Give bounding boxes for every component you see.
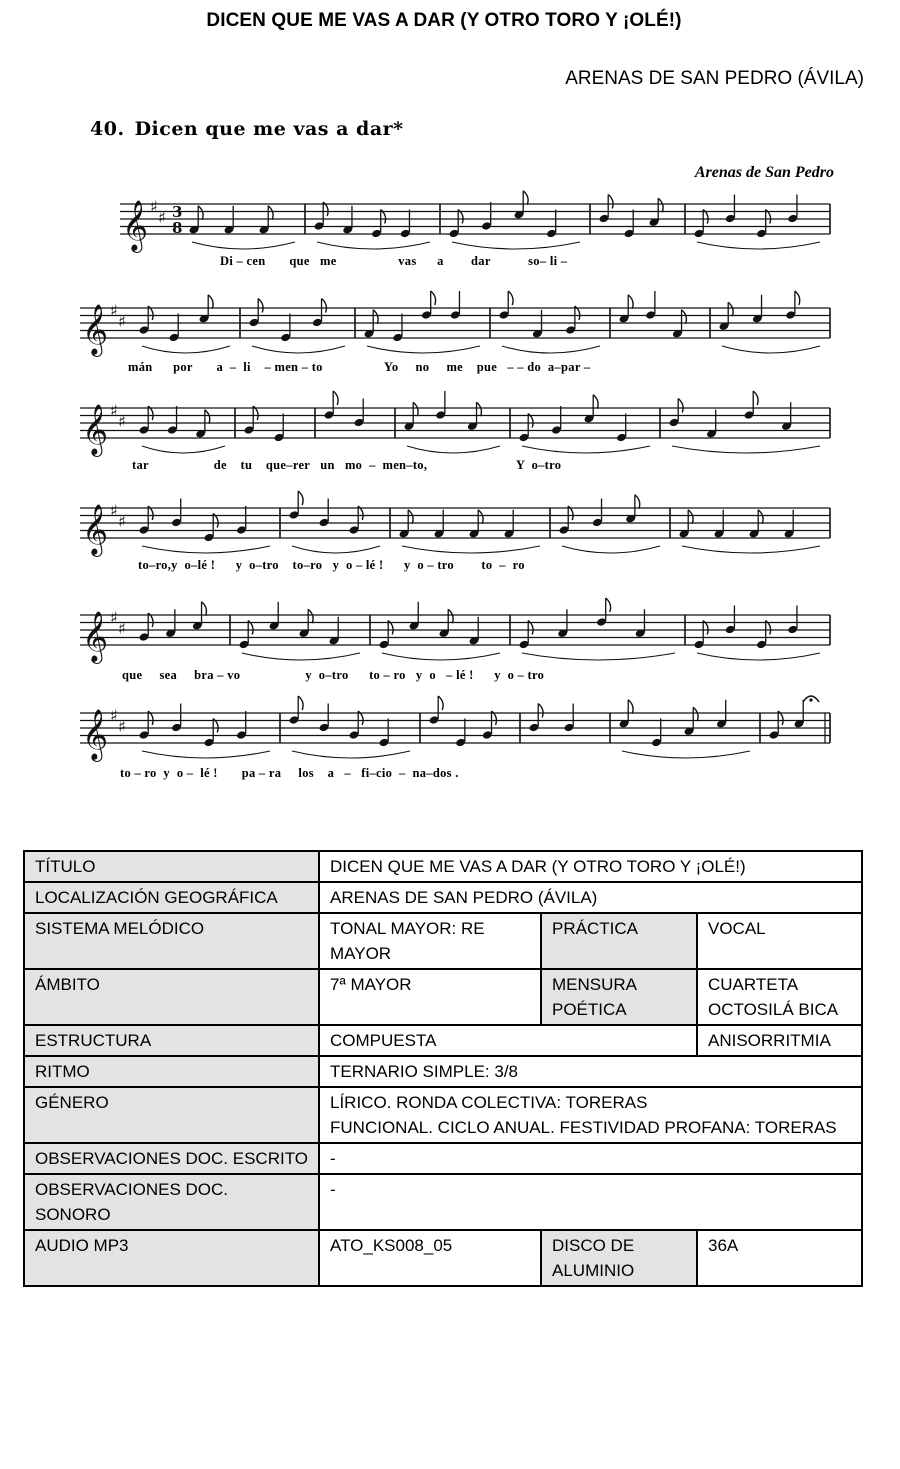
row-label: AUDIO MP3 — [24, 1230, 319, 1286]
row-value-secondary: VOCAL — [697, 913, 862, 969]
row-label: TÍTULO — [24, 851, 319, 882]
lyric-line: Di – cen que me vas a dar so– li – — [220, 254, 568, 268]
slur — [522, 653, 675, 660]
slur — [622, 751, 750, 758]
table-row — [24, 882, 862, 913]
slur — [292, 546, 380, 553]
score-place: Arenas de San Pedro — [694, 164, 834, 181]
note-flag — [635, 495, 640, 509]
slur — [142, 751, 270, 758]
slur — [382, 653, 500, 660]
row-label-secondary: MENSURA POÉTICA — [541, 969, 697, 1025]
row-value: 7ª MAYOR — [319, 969, 541, 1025]
sharp-icon: ♯ — [118, 619, 126, 638]
lyric-line: que sea bra – vo y o–tro to – ro y o – lé ! y o – tro — [122, 668, 545, 682]
slur — [252, 346, 345, 353]
slur — [697, 653, 820, 660]
score-heading — [90, 118, 404, 140]
slur — [367, 346, 480, 353]
sharp-icon: ♯ — [110, 608, 118, 627]
note-flag — [682, 310, 687, 324]
row-label: OBSERVACIONES DOC. ESCRITO — [24, 1143, 319, 1174]
slur — [402, 546, 540, 553]
slur — [452, 242, 580, 249]
note-flag — [448, 609, 453, 623]
note-flag — [333, 391, 338, 405]
row-label: LOCALIZACIÓN GEOGRÁFICA — [24, 882, 319, 913]
table-row — [24, 1174, 862, 1230]
treble-clef-icon: 𝄞 — [82, 504, 109, 555]
note-flag — [322, 299, 327, 313]
slur — [192, 242, 295, 249]
treble-clef-icon: 𝄞 — [122, 200, 149, 251]
slur — [142, 346, 230, 353]
row-value: ARENAS DE SAN PEDRO (ÁVILA) — [319, 882, 862, 913]
slur — [142, 546, 270, 553]
row-value-secondary: ANISORRITMIA — [697, 1025, 862, 1056]
note-flag — [258, 299, 263, 313]
fermata-dot — [809, 698, 812, 701]
lyric-line: tar de tu que–rer un mo – men–to, Y o–tro — [132, 458, 562, 472]
slur — [317, 242, 430, 249]
note-flag — [268, 206, 273, 220]
lyric-line: to–ro,y o–lé ! y o–tro to–ro y o – lé ! y o – tro to – ro — [138, 558, 525, 572]
note-flag — [205, 410, 210, 424]
note-flag — [658, 198, 663, 212]
sharp-icon: ♯ — [118, 512, 126, 531]
note-flag — [373, 310, 378, 324]
sharp-icon: ♯ — [110, 301, 118, 320]
note-flag — [538, 704, 543, 718]
note-flag — [431, 291, 436, 305]
slur — [242, 653, 360, 660]
slur — [697, 242, 820, 249]
genre-line: FUNCIONAL. CICLO ANUAL. FESTIVIDAD PROFANA: TORERAS — [330, 1118, 837, 1137]
sharp-icon: ♯ — [110, 401, 118, 420]
note-flag — [298, 696, 303, 710]
row-value: - — [319, 1174, 862, 1230]
row-label-secondary: PRÁCTICA — [541, 913, 697, 969]
row-value-secondary: CUARTETA OCTOSILÁ BICA — [697, 969, 862, 1025]
table-row — [24, 851, 862, 882]
table-row — [24, 1025, 862, 1056]
time-signature-icon: 8 — [172, 219, 183, 237]
note-flag — [628, 700, 633, 714]
note-flag — [628, 295, 633, 309]
slur — [142, 446, 225, 453]
note-flag — [606, 598, 611, 612]
sharp-icon: ♯ — [110, 501, 118, 520]
note-flag — [298, 491, 303, 505]
row-value: - — [319, 1143, 862, 1174]
row-value — [319, 1087, 862, 1143]
sharp-icon: ♯ — [150, 197, 158, 216]
slur — [562, 546, 660, 553]
slur — [672, 446, 820, 453]
treble-clef-icon: 𝄞 — [82, 304, 109, 355]
row-value: TERNARIO SIMPLE: 3/8 — [319, 1056, 862, 1087]
row-label: SISTEMA MELÓDICO — [24, 913, 319, 969]
treble-clef-icon: 𝄞 — [82, 404, 109, 455]
note-flag — [478, 510, 483, 524]
note-flag — [593, 395, 598, 409]
sharp-icon: ♯ — [118, 412, 126, 431]
lyric-line: mán por a – li – men – to Yo no me pue – – do a–par – — [128, 360, 591, 374]
note-flag — [413, 402, 418, 416]
row-value: COMPUESTA — [319, 1025, 697, 1056]
table-row — [24, 1087, 862, 1143]
note-flag — [477, 402, 482, 416]
note-flag — [753, 391, 758, 405]
note-flag — [523, 191, 528, 205]
note-flag — [758, 510, 763, 524]
lyric-line: to – ro y o – lé ! pa – ra los a – fi–cio – na–dos . — [120, 766, 459, 780]
row-value: TONAL MAYOR: RE MAYOR — [319, 913, 541, 969]
slur — [682, 546, 820, 553]
note-flag — [408, 510, 413, 524]
note-flag — [508, 291, 513, 305]
score-staves — [70, 112, 840, 792]
row-label: OBSERVACIONES DOC. SONORO — [24, 1174, 319, 1230]
note-flag — [693, 707, 698, 721]
note-flag — [795, 291, 800, 305]
row-label: RITMO — [24, 1056, 319, 1087]
time-signature-icon: 3 — [172, 203, 183, 221]
note-flag — [202, 602, 207, 616]
table-row — [24, 1143, 862, 1174]
sharp-icon: ♯ — [110, 706, 118, 725]
row-value: ATO_KS008_05 — [319, 1230, 541, 1286]
note-flag — [728, 302, 733, 316]
document-title: DICEN QUE ME VAS A DAR (Y OTRO TORO Y ¡OLÉ!) — [206, 10, 682, 31]
note-flag — [208, 295, 213, 309]
note-flag — [678, 399, 683, 413]
score-number: 40. — [90, 118, 125, 140]
table-row — [24, 1056, 862, 1087]
note-flag — [438, 696, 443, 710]
row-value: DICEN QUE ME VAS A DAR (Y OTRO TORO Y ¡OLÉ!) — [319, 851, 862, 882]
note-flag — [198, 206, 203, 220]
slur — [292, 751, 410, 758]
slur — [722, 346, 820, 353]
sharp-icon: ♯ — [118, 717, 126, 736]
table-row — [24, 969, 862, 1025]
row-label: ESTRUCTURA — [24, 1025, 319, 1056]
music-score — [70, 112, 840, 792]
row-label-secondary: DISCO DE ALUMINIO — [541, 1230, 697, 1286]
note-flag — [608, 195, 613, 209]
slur — [522, 446, 650, 453]
table-row — [24, 1230, 862, 1286]
treble-clef-icon: 𝄞 — [82, 709, 109, 760]
table-row — [24, 913, 862, 969]
slur — [407, 446, 500, 453]
note-flag — [308, 609, 313, 623]
sharp-icon: ♯ — [158, 208, 166, 227]
genre-line: LÍRICO. RONDA COLECTIVA: TORERAS — [330, 1093, 648, 1112]
metadata-table — [23, 850, 863, 1287]
sharp-icon: ♯ — [118, 312, 126, 331]
document-place: ARENAS DE SAN PEDRO (ÁVILA) — [565, 68, 864, 89]
row-label: GÉNERO — [24, 1087, 319, 1143]
row-label: ÁMBITO — [24, 969, 319, 1025]
row-value-secondary: 36A — [697, 1230, 862, 1286]
score-title: Dicen que me vas a dar* — [134, 118, 404, 140]
treble-clef-icon: 𝄞 — [82, 611, 109, 662]
note-flag — [688, 510, 693, 524]
slur — [502, 346, 600, 353]
